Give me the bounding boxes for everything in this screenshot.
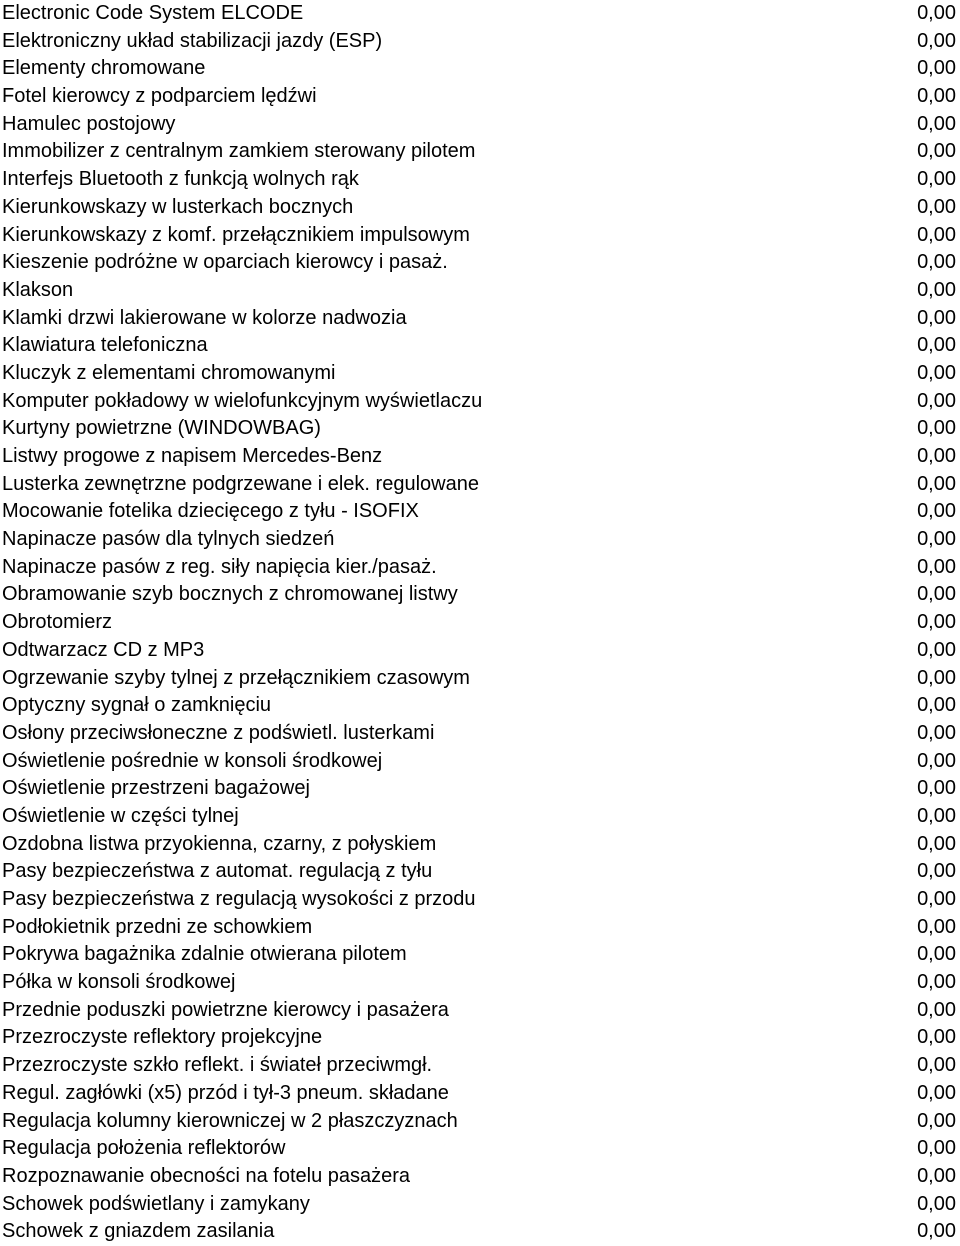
item-label: Optyczny sygnał o zamknięciu [2, 694, 272, 717]
item-label: Oświetlenie w części tylnej [2, 804, 239, 827]
item-price: 0,00 [917, 860, 956, 883]
item-label: Immobilizer z centralnym zamkiem sterowany pilotem [2, 140, 476, 163]
item-label: Klamki drzwi lakierowane w kolorze nadwozia [2, 306, 407, 329]
item-label: Komputer pokładowy w wielofunkcyjnym wyświetlaczu [2, 389, 483, 412]
item-price: 0,00 [917, 140, 956, 163]
item-price: 0,00 [917, 1164, 956, 1187]
item-price: 0,00 [917, 1026, 956, 1049]
item-price: 0,00 [917, 1054, 956, 1077]
item-label: Ozdobna listwa przyokienna, czarny, z połyskiem [2, 832, 437, 855]
list-item [0, 941, 960, 969]
list-item [0, 388, 960, 416]
list-item [0, 415, 960, 443]
list-item [0, 914, 960, 942]
list-item [0, 1135, 960, 1163]
item-label: Pokrywa bagażnika zdalnie otwierana pilotem [2, 943, 407, 966]
item-price: 0,00 [917, 1137, 956, 1160]
item-label: Napinacze pasów z reg. siły napięcia kier./pasaż. [2, 555, 437, 578]
item-price: 0,00 [917, 721, 956, 744]
item-price: 0,00 [917, 583, 956, 606]
item-label: Pasy bezpieczeństwa z automat. regulacją z tyłu [2, 860, 433, 883]
list-item [0, 969, 960, 997]
list-item [0, 858, 960, 886]
item-price: 0,00 [917, 1081, 956, 1104]
list-item [0, 83, 960, 111]
item-label: Listwy progowe z napisem Mercedes-Benz [2, 445, 383, 467]
item-label: Oświetlenie pośrednie w konsoli środkowej [2, 749, 383, 772]
item-label: Electronic Code System ELCODE [2, 2, 304, 24]
item-price: 0,00 [917, 417, 956, 440]
list-item [0, 138, 960, 166]
item-price: 0,00 [917, 1109, 956, 1132]
list-item [0, 886, 960, 914]
list-item [0, 55, 960, 83]
item-price: 0,00 [917, 832, 956, 855]
list-item [0, 831, 960, 859]
item-label: Interfejs Bluetooth z funkcją wolnych rąk [2, 168, 359, 191]
item-price: 0,00 [917, 223, 956, 246]
item-price: 0,00 [917, 168, 956, 191]
item-label: Podłokietnik przedni ze schowkiem [2, 915, 313, 938]
item-label: Oświetlenie przestrzeni bagażowej [2, 777, 310, 800]
item-price: 0,00 [917, 389, 956, 412]
item-price: 0,00 [917, 85, 956, 108]
item-price: 0,00 [917, 555, 956, 578]
item-label: Kierunkowskazy w lusterkach bocznych [2, 195, 354, 218]
list-item [0, 554, 960, 582]
list-item [0, 305, 960, 333]
list-item [0, 0, 960, 28]
item-price: 0,00 [917, 638, 956, 661]
list-item [0, 692, 960, 720]
item-label: Regul. zagłówki (x5) przód i tył-3 pneum. składane [2, 1081, 449, 1104]
list-item [0, 111, 960, 139]
item-price: 0,00 [917, 29, 956, 52]
item-label: Elektroniczny układ stabilizacji jazdy (ESP) [2, 29, 383, 52]
item-price: 0,00 [917, 251, 956, 274]
item-label: Klakson [2, 278, 74, 301]
list-item [0, 1108, 960, 1136]
item-price: 0,00 [917, 804, 956, 827]
item-label: Obrotomierz [2, 611, 113, 634]
item-price: 0,00 [917, 112, 956, 135]
item-price: 0,00 [917, 361, 956, 384]
item-label: Kieszenie podróżne w oparciach kierowcy i pasaż. [2, 251, 448, 274]
list-item [0, 249, 960, 277]
item-price: 0,00 [917, 971, 956, 994]
list-item [0, 332, 960, 360]
item-price: 0,00 [917, 334, 956, 357]
item-label: Odtwarzacz CD z MP3 [2, 638, 205, 661]
item-price: 0,00 [917, 500, 956, 523]
item-label: Przezroczyste szkło reflekt. i świateł przeciwmgł. [2, 1054, 433, 1077]
list-item [0, 194, 960, 222]
item-price: 0,00 [917, 611, 956, 634]
item-label: Regulacja położenia reflektorów [2, 1137, 286, 1160]
item-price: 0,00 [917, 888, 956, 910]
list-item [0, 609, 960, 637]
item-label: Fotel kierowcy z podparciem lędźwi [2, 85, 317, 108]
item-label: Przezroczyste reflektory projekcyjne [2, 1026, 323, 1049]
list-item [0, 166, 960, 194]
item-label: Przednie poduszki powietrzne kierowcy i pasażera [2, 998, 449, 1021]
item-price: 0,00 [917, 278, 956, 301]
list-item [0, 720, 960, 748]
item-price: 0,00 [917, 777, 956, 800]
item-price: 0,00 [917, 445, 956, 467]
item-price: 0,00 [917, 749, 956, 772]
list-item [0, 526, 960, 554]
item-label: Elementy chromowane [2, 57, 206, 80]
list-item [0, 581, 960, 609]
item-label: Napinacze pasów dla tylnych siedzeń [2, 528, 335, 551]
list-item [0, 222, 960, 250]
list-item [0, 997, 960, 1025]
item-price: 0,00 [917, 57, 956, 80]
list-item [0, 1024, 960, 1052]
item-price: 0,00 [917, 915, 956, 938]
list-item [0, 1218, 960, 1246]
item-price: 0,00 [917, 195, 956, 218]
item-label: Obramowanie szyb bocznych z chromowanej listwy [2, 583, 458, 606]
item-price: 0,00 [917, 1220, 956, 1243]
item-price: 0,00 [917, 306, 956, 329]
list-item [0, 748, 960, 776]
list-item [0, 1191, 960, 1219]
item-label: Osłony przeciwsłoneczne z podświetl. lusterkami [2, 721, 435, 744]
item-price: 0,00 [917, 2, 956, 24]
list-item [0, 28, 960, 56]
item-price: 0,00 [917, 666, 956, 689]
list-item [0, 775, 960, 803]
item-label: Schowek podświetlany i zamykany [2, 1192, 310, 1215]
list-item [0, 443, 960, 471]
item-label: Schowek z gniazdem zasilania [2, 1220, 275, 1243]
list-item [0, 637, 960, 665]
item-label: Kierunkowskazy z komf. przełącznikiem impulsowym [2, 223, 470, 246]
list-item [0, 665, 960, 693]
item-price: 0,00 [917, 998, 956, 1021]
item-price: 0,00 [917, 943, 956, 966]
list-item [0, 471, 960, 499]
item-label: Kluczyk z elementami chromowanymi [2, 361, 336, 384]
item-price: 0,00 [917, 1192, 956, 1215]
item-label: Mocowanie fotelika dziecięcego z tyłu - ISOFIX [2, 500, 419, 523]
item-price: 0,00 [917, 694, 956, 717]
item-label: Klawiatura telefoniczna [2, 334, 208, 357]
item-price: 0,00 [917, 472, 956, 495]
list-item [0, 1052, 960, 1080]
item-price: 0,00 [917, 528, 956, 551]
item-label: Pasy bezpieczeństwa z regulacją wysokości z przodu [2, 888, 476, 910]
list-item [0, 498, 960, 526]
list-item [0, 1163, 960, 1191]
item-label: Ogrzewanie szyby tylnej z przełącznikiem czasowym [2, 666, 470, 689]
list-item [0, 360, 960, 388]
item-label: Hamulec postojowy [2, 112, 176, 135]
item-label: Lusterka zewnętrzne podgrzewane i elek. regulowane [2, 472, 479, 495]
item-label: Rozpoznawanie obecności na fotelu pasażera [2, 1164, 411, 1187]
list-item [0, 803, 960, 831]
item-label: Półka w konsoli środkowej [2, 971, 236, 994]
item-label: Kurtyny powietrzne (WINDOWBAG) [2, 417, 321, 440]
item-label: Regulacja kolumny kierowniczej w 2 płaszczyznach [2, 1109, 458, 1132]
list-item [0, 277, 960, 305]
list-item [0, 1080, 960, 1108]
